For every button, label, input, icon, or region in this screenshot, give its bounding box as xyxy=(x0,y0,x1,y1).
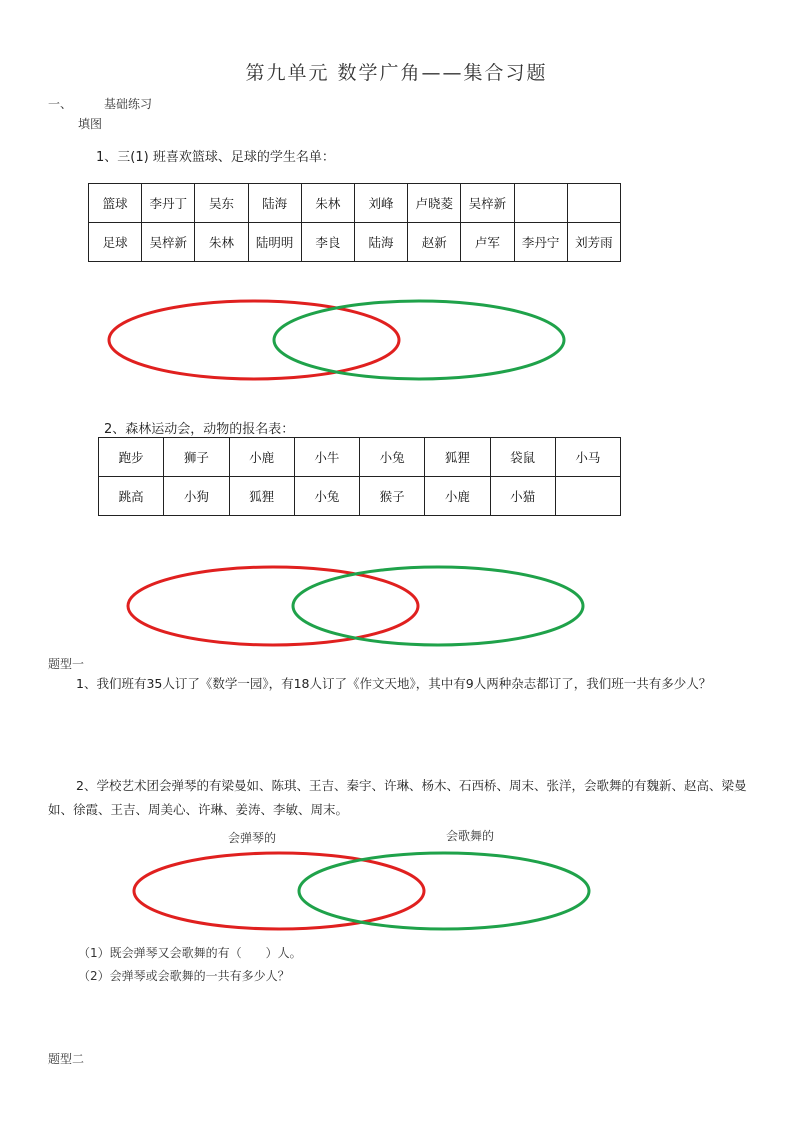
q2-cell: 小鹿 xyxy=(229,438,294,477)
q1-cell: 陆海 xyxy=(354,223,407,262)
q1-cell: 刘芳雨 xyxy=(567,223,620,262)
q2-cell: 小鹿 xyxy=(425,477,490,516)
q1-row-header: 足球 xyxy=(89,223,142,262)
q1-venn-right-ellipse xyxy=(274,301,564,379)
q1-cell: 刘峰 xyxy=(354,184,407,223)
q1-cell: 吴梓新 xyxy=(461,184,514,223)
q2-cell: 狐狸 xyxy=(425,438,490,477)
q2-cell: 小牛 xyxy=(294,438,359,477)
venn-label-right: 会歌舞的 xyxy=(446,829,495,843)
q1-cell: 卢军 xyxy=(461,223,514,262)
q2-venn-left-ellipse xyxy=(128,567,418,645)
q1-cell: 李丹宁 xyxy=(514,223,567,262)
q1-cell: 陆海 xyxy=(248,184,301,223)
sub-question-1: （1）既会弹琴又会歌舞的有（ ）人。 xyxy=(78,946,302,960)
q2-venn-right-ellipse xyxy=(293,567,583,645)
q2-row xyxy=(99,438,621,477)
q2-cell xyxy=(555,477,620,516)
q2-table xyxy=(98,437,621,516)
venn-label-left: 会弹琴的 xyxy=(228,831,277,845)
fill-label: 填图 xyxy=(78,117,103,131)
q1-cell: 吴东 xyxy=(195,184,248,223)
q1-cell: 李丹丁 xyxy=(142,184,195,223)
q2-heading: 2、森林运动会，动物的报名表： xyxy=(104,422,295,437)
page-title: 第九单元 数学广角——集合习题 xyxy=(245,62,548,84)
q2-cell: 袋鼠 xyxy=(490,438,555,477)
q2-cell: 猴子 xyxy=(360,477,425,516)
q2-cell: 小兔 xyxy=(360,438,425,477)
q2-cell: 小马 xyxy=(555,438,620,477)
q1-cell: 吴梓新 xyxy=(142,223,195,262)
q2-cell: 小狗 xyxy=(164,477,229,516)
type1-problem-1: 1、我们班有35人订了《数学一园》，有18人订了《作文天地》，其中有9人两种杂志都订了，我们班一共有多少人？ xyxy=(76,676,712,691)
q2-row-header: 跳高 xyxy=(99,477,164,516)
q1-venn-left-ellipse xyxy=(109,301,399,379)
q2-cell: 小兔 xyxy=(294,477,359,516)
q1-cell: 卢晓菱 xyxy=(408,184,461,223)
q2-row-header: 跑步 xyxy=(99,438,164,477)
q1-cell: 李良 xyxy=(301,223,354,262)
t1-venn-right-ellipse xyxy=(299,853,589,929)
q1-heading: 1、三(1) 班喜欢篮球、足球的学生名单： xyxy=(96,150,335,165)
q1-cell: 赵新 xyxy=(408,223,461,262)
q2-row xyxy=(99,477,621,516)
q1-row-header: 篮球 xyxy=(89,184,142,223)
type1-label: 题型一 xyxy=(48,657,85,671)
q2-cell: 小猫 xyxy=(490,477,555,516)
section-number: 一、 xyxy=(48,97,73,111)
q1-cell: 朱林 xyxy=(301,184,354,223)
t1-venn-left-ellipse xyxy=(134,853,424,929)
section-label: 基础练习 xyxy=(104,97,153,111)
q1-cell: 朱林 xyxy=(195,223,248,262)
type1-problem-2: 2、学校艺术团会弹琴的有梁曼如、陈琪、王吉、秦宇、许琳、杨木、石西桥、周末、张洋，会歌舞的有魏新、赵高、梁曼如、徐霞、王吉、周美心、许琳、姜涛、李敏、周末。 xyxy=(48,778,747,817)
q2-cell: 狐狸 xyxy=(229,477,294,516)
q2-cell: 狮子 xyxy=(164,438,229,477)
type2-label: 题型二 xyxy=(48,1052,85,1066)
sub-question-2: （2）会弹琴或会歌舞的一共有多少人？ xyxy=(78,969,290,983)
q1-cell: 陆明明 xyxy=(248,223,301,262)
